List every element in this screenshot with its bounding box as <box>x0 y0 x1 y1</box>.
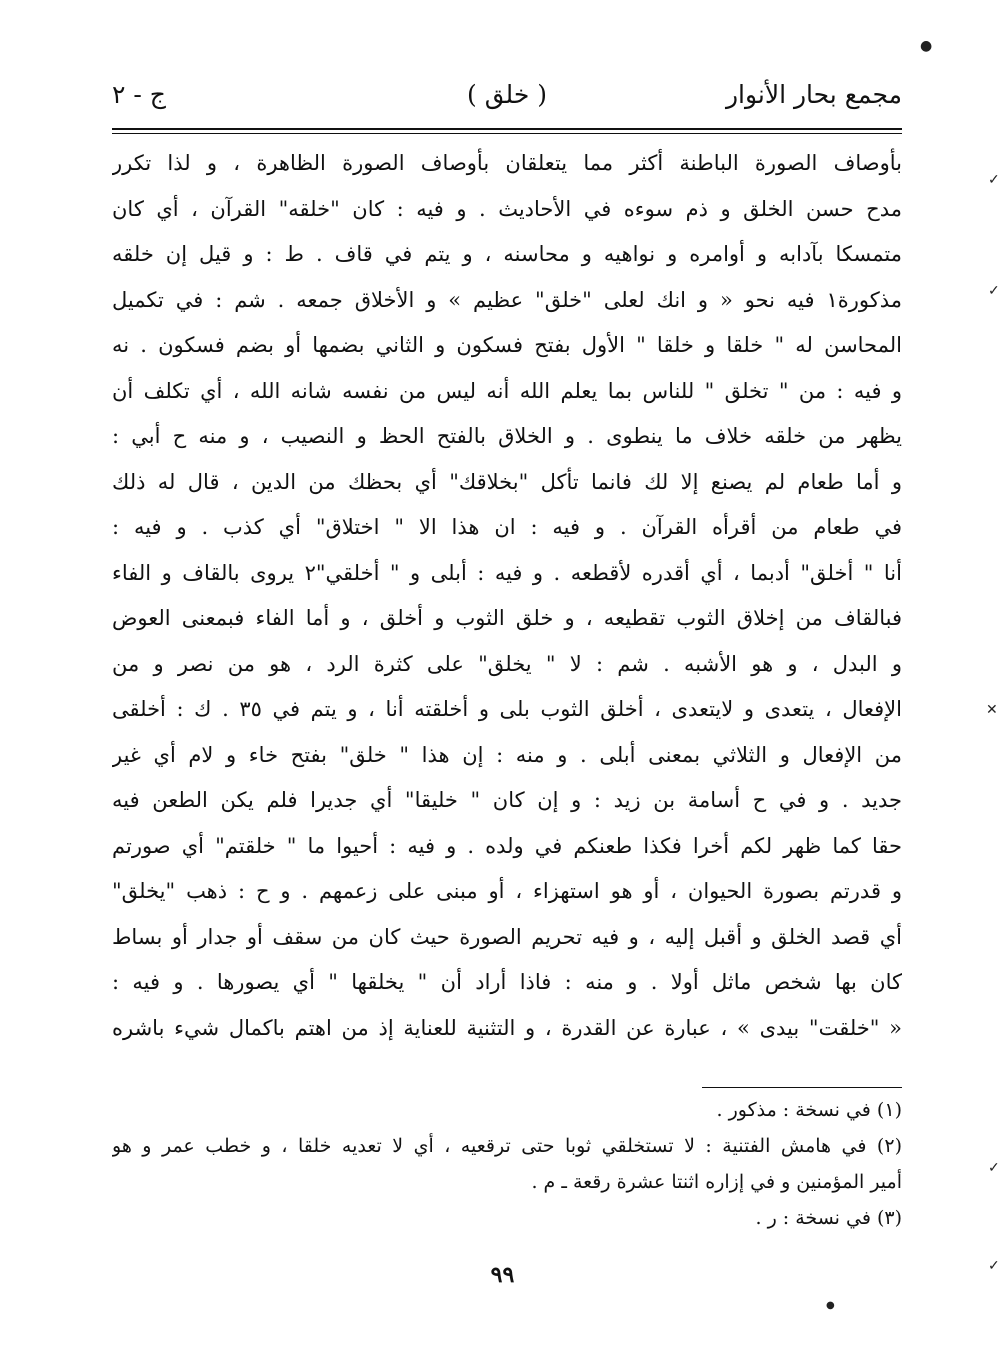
text-line: حقا كما ظهر لكم أخرا فكذا طعنكم في ولده . و فيه : أحيوا ما " خلقتم" أي صورتم <box>112 833 902 858</box>
entry-heading: ( خلق ) <box>467 80 547 109</box>
text-line: في طعام من أقرأه القرآن . و فيه : ان هذا الا " اختلاق" أي كذب . و فيه : <box>112 515 902 539</box>
volume-label: ج - ٢ <box>112 80 166 109</box>
text-line: الإفعال ، يتعدى و لايتعدى ، أخلق الثوب بلى و أخلقته أنا ، و يتم في ٣٥ . ك : أخلقى <box>112 697 902 721</box>
text-line: مذكورة١ فيه نحو « و انك لعلى "خلق" عظيم » و الأخلاق جمعه . شم : في تكميل <box>112 287 902 312</box>
text-line: من الإفعال و الثلاثي بمعنى أبلى . و منه : إن هذا " خلق" بفتح خاء و لام أي غير <box>112 742 902 767</box>
footnote-rule <box>702 1087 902 1088</box>
footnote: (٢) في هامش الفتنية : لا تستخلقي ثوبا حتى ترقعيه ، أي لا تعديه خلقا ، و خطب عمر و هو <box>112 1135 902 1157</box>
footnote: (٣) في نسخة : ر . <box>755 1207 902 1229</box>
text-line: جديد . و في ح أسامة بن زيد : و إن كان " خليقا" أي جديرا فلم يكن الطعن فيه <box>112 788 902 812</box>
text-line: بأوصاف الصورة الباطنة أكثر مما يتعلقان بأوصاف الصورة الظاهرة ، و لذا تكرر <box>112 151 902 175</box>
book-title: مجمع بحار الأنوار <box>725 80 902 109</box>
margin-mark: ✓ <box>988 1160 1000 1176</box>
margin-mark: ✓ <box>988 283 1000 299</box>
text-line: و أما طعام لم يصنع إلا لك فانما تأكل "بخلاقك" أي بحظك من الدين ، قال له ذلك <box>112 469 902 494</box>
footnote: (١) في نسخة : مذكور . <box>716 1099 902 1121</box>
running-header <box>112 80 902 120</box>
text-line: و البدل ، و هو الأشبه . شم : لا " يخلق" على كثرة الرد ، هو من نصر و من <box>112 651 902 676</box>
text-line: متمسكا بآدابه و أوامره و نواهيه و محاسنه ، و يتم في قاف . ط : و قيل إن خلقه <box>112 242 902 266</box>
text-line: أي قصد الخلق و أقبل إليه ، و فيه تحريم الصورة حيث كان من سقف أو جدار أو بساط <box>112 924 902 949</box>
margin-mark: ✓ <box>988 1258 1000 1274</box>
header-rule-thin <box>112 133 902 134</box>
main-text <box>112 141 902 1051</box>
text-line: « "خلقت" بيدى » ، عبارة عن القدرة ، و التثنية للعناية إذ من اهتم باكمال شيء باشره <box>112 1015 902 1040</box>
margin-mark: ✕ <box>986 702 998 718</box>
page-number: ٩٩ <box>490 1262 515 1288</box>
text-line: أنا " أخلق" أدبما ، أي أقدره لأقطعه . و فيه : أبلى و " أخلقي"٢ يروى بالقاف و الفاء <box>112 560 902 585</box>
text-line: و فيه : من " تخلق " للناس بما يعلم الله أنه ليس من نفسه شانه الله ، أي تكلف أن <box>112 378 902 403</box>
margin-mark: ✓ <box>988 172 1000 188</box>
header-rule-thick <box>112 128 902 130</box>
scan-dot-mark: ● <box>826 1300 835 1311</box>
text-line: مدح حسن الخلق و ذم سوءه في الأحاديث . و فيه : كان "خلقه" القرآن ، أي كان <box>112 196 902 221</box>
text-line: فبالقاف من إخلاق الثوب تقطيعه ، و خلق الثوب و أخلق ، و أما الفاء فبمعنى العوض <box>112 606 902 630</box>
text-line: كان بها شخص ماثل أولا . و منه : فاذا أراد أن " يخلقها " أي يصورها . و فيه : <box>112 970 902 994</box>
footnote-continuation: أمير المؤمنين و في إزاره اثنتا عشرة رقعة ـ م . <box>531 1171 902 1193</box>
footnotes <box>112 1092 902 1236</box>
text-line: المحاسن له " خلقا و خلقا " الأول بفتح فسكون و الثاني بضمها أو بضم فسكون . نه <box>112 333 902 357</box>
text-line: و قدرتم بصورة الحيوان ، أو هو استهزاء ، أو مبنى على زعمهم . و ح : ذهب "يخلق" <box>112 879 902 903</box>
text-line: يظهر من خلقه خلاف ما ينطوى . و الخلاق بالفتح الحظ و النصيب ، و منه ح أبي : <box>112 424 902 448</box>
scan-dot-mark: ● <box>920 38 933 54</box>
